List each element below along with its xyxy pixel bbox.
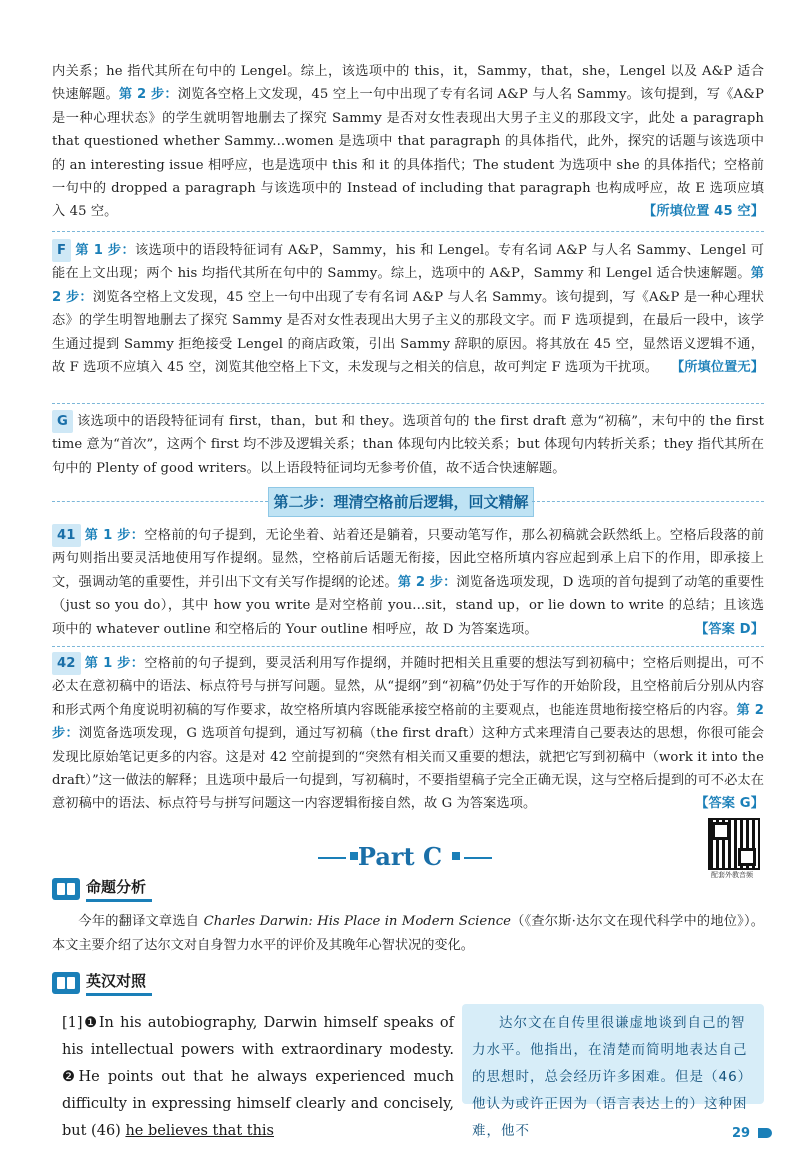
option-f-analysis [52,239,764,379]
question-badge: 41 [52,524,81,547]
banner-line-right [532,501,764,502]
page-number: 29 [732,1126,751,1141]
part-deco-square-right [452,852,460,860]
page-tab-icon [758,1128,772,1138]
banner-line-left [52,501,268,502]
part-title: Part C [357,842,443,871]
book-icon [52,972,80,994]
step-2-label: 第 2 步： [118,87,178,103]
step-1-label: 第 1 步： [84,528,145,543]
question-41-text-a: 空格前的句子提到，无论坐着、站着还是躺着，只要动笔写作，那么初稿就会跃然纸上。空格后段落的前两句则指出要灵活地使用写作提纲。显然，空格前后话题无衔接，因此空格所填内容应起到承上启下的作用，即承接上文，强调动笔的重要性，并引出下文有关写作提纲的论述。 [52,528,764,590]
step-1-label: 第 1 步： [84,656,145,671]
step-2-label: 第 2 步： [397,574,457,590]
step-2-label: 第 2 步： [52,266,764,305]
step-1-label: 第 1 步： [75,243,135,258]
step-2-label: 第 2 步： [52,702,764,742]
underlined-sentence-46: he believes that this [125,1123,274,1139]
answer-tag: 【所填位置无】 [670,360,764,376]
english-text: [1]❶In his autobiography, Darwin himself speaks of his intellectual powers with extraordinary modesty. ❷He points out that he always experienced much difficulty in expressing himself clearly and concisely, but (46) [62,1015,454,1139]
answer-tag: 【答案 D】 [695,621,764,637]
intro-text-a: 今年的翻译文章选自 [78,914,204,929]
question-badge: 42 [52,652,81,675]
option-badge: F [52,239,71,262]
option-e-analysis [52,60,764,224]
question-41-analysis [52,524,764,641]
qr-code[interactable] [708,818,760,870]
book-icon [52,878,80,900]
question-42-text-a: 空格前的句子提到，要灵活利用写作提纲，并随时把相关且重要的想法写到初稿中；空格后则提出，可不必太在意初稿中的语法、标点符号与拼写问题。显然，从“提纲”到“初稿”仍处于写作的开始阶段，且空格前后分别从内容和形式两个角度说明初稿的写作要求，故空格所填内容既能承接空格前的主要观点，也能连贯地衔接空格后的内容。 [52,656,764,718]
option-g-text: 该选项中的语段特征词有 first，than，but 和 they。选项首句的 the first draft 意为“初稿”，末句中的 the first time 意为“首次”，这两个 first 均不涉及逻辑关系；than 体现句内比较关系；but 体现句内转折关系；they 指代其所在句中的 Plenty of good writers。以上语段特征词均无参考价值，故不适合快速解题。 [52,414,764,476]
part-deco-right [464,857,492,859]
answer-tag: 【答案 G】 [695,796,764,812]
section-label: 英汉对照 [86,970,152,996]
question-42-text-b: 浏览备选项发现，G 选项首句提到，通过写初稿（the first draft）这种方式来理清自己要表达的思想，你很可能会发现比原始笔记更多的内容。这是对 42 空前提到的“突然有相关而又重要的想法，就把它写到初稿中（work it into the draft）”这一做法的解释；且选项中最后一句提到，写初稿时，不要指望稿子完全正确无误，这与空格后提到的可不必太在意初稿中的语法、标点符号与拼写问题这一内容逻辑衔接自然，故 G 为答案选项。 [52,726,764,812]
divider [52,231,764,232]
option-f-text-a: 该选项中的语段特征词有 A&P，Sammy，his 和 Lengel。专有名词 A&P 与人名 Sammy、Lengel 可能在上文出现；两个 his 均指代其所在句中的 Sammy。综上，选项中的 A&P，Sammy 和 Lengel 适合快速解题。 [52,243,764,282]
answer-tag: 【所填位置 45 空】 [643,204,764,220]
question-42-analysis [52,652,764,816]
option-e-text-b: 浏览各空格上文发现，45 空上一句中出现了专有名词 A&P 与人名 Sammy。该句提到，写《A&P 是一种心理状态》的学生就明智地删去了探究 Sammy 是否对女性表现出大男子主义的那段文字，此处 a paragraph that questioned whether Sammy...women 是选项中 that paragraph 的具体指代，此外，探究的话题与该选项中的 an interesting issue 相呼应，也是选项中 this 和 it 的具体指代；The student 为选项中 she 的具体指代；空格前一句中的 dropped a paragraph 与该选项中的 Instead of including that paragraph 也构成呼应，故 E 选项应填入 45 空。 [52,87,764,220]
qr-caption: 配套外教音频 [711,871,753,879]
intro-text-b: （《查尔斯·达尔文在现代科学中的地位》）。本文主要介绍了达尔文对自身智力水平的评价及其晚年心智状况的变化。 [52,914,764,953]
book-title: Charles Darwin: His Place in Modern Science [203,914,511,929]
option-badge: G [52,410,73,433]
intro-paragraph [52,910,764,958]
divider [52,403,764,404]
chinese-text: 达尔文在自传里很谦虚地谈到自己的智力水平。他指出，在清楚而简明地表达自己的思想时，总会经历许多困难。但是（46）他认为或许正因为（语言表达上的）这种困难，他不 [472,1015,753,1139]
divider [52,646,764,647]
section-bilingual-heading [52,970,152,996]
stage-2-banner: 第二步：理清空格前后逻辑，回文精解 [268,487,534,517]
english-passage [62,1010,454,1145]
option-f-text-b: 浏览各空格上文发现，45 空上一句中出现了专有名词 A&P 与人名 Sammy。该句提到，写《A&P 是一种心理状态》的学生明智地删去了探究 Sammy 是否对女性表现出大男子主义的那段文字。而 F 选项提到，在最后一段中，该学生通过提到 Sammy 拒绝接受 Lengel 的商店政策，引出 Sammy 辞职的原因。将其放在 45 空，显然语义逻辑不通，故 F 选项不应填入 45 空，浏览其他空格上下文，未发现与之相关的信息，故可判定 F 选项为干扰项。 [52,289,764,376]
question-41-text-b: 浏览备选项发现，D 选项的首句提到了动笔的重要性（just so you do），其中 how you write 是对空格前 you...sit，stand up，or lie down to write 的总结；且该选项中的 whatever outline 和空格后的 Your outline 相呼应，故 D 为答案选项。 [52,574,764,637]
section-label: 命题分析 [86,876,152,902]
option-e-text-a: 内关系；he 指代其所在句中的 Lengel。综上，该选项中的 this，it，Sammy，that，she，Lengel 以及 A&P 适合快速解题。 [52,64,764,103]
section-analysis-heading [52,876,152,902]
option-g-analysis [52,410,764,480]
